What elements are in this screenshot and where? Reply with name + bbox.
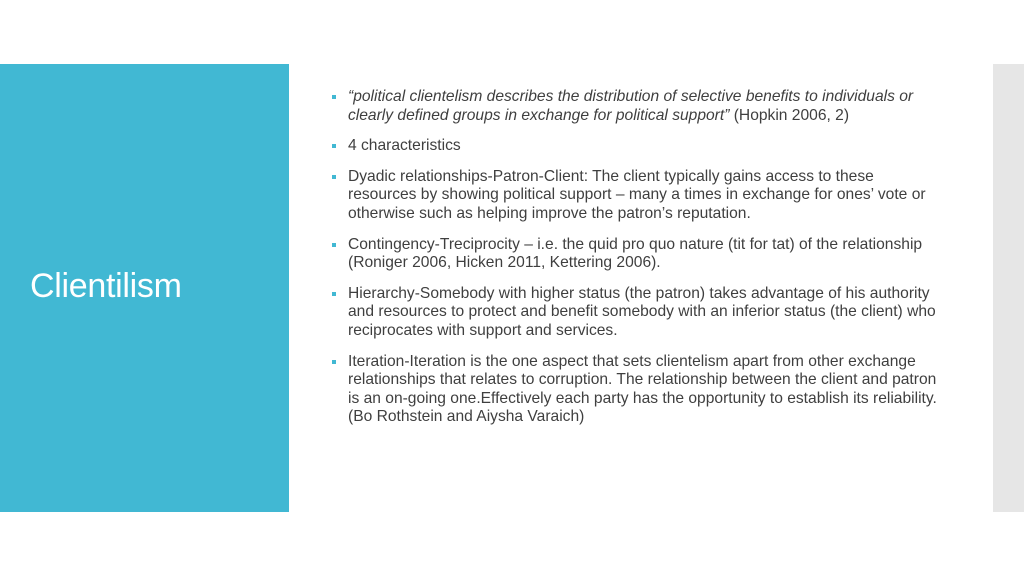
bullet-item-contingency	[330, 236, 940, 273]
bullet-list	[330, 88, 940, 427]
bullet-item-hierarchy	[330, 285, 940, 341]
bullet-marker-icon	[332, 95, 336, 99]
bullet-text: Iteration-Iteration is the one aspect that sets clientelism apart from other exchange relationships that relates to corruption. The relationship between the client and patron is an on-going one.Effectively each party has the opportunity to establish its reliability. (Bo Rothstein and Aiysha Varaich)	[348, 352, 937, 426]
bullet-marker-icon	[332, 292, 336, 296]
right-edge-strip	[993, 64, 1024, 512]
bullet-marker-icon	[332, 175, 336, 179]
bullet-marker-icon	[332, 144, 336, 148]
bullet-item-definition	[330, 88, 940, 125]
bullet-item-iteration	[330, 353, 940, 427]
bullet-item-dyadic	[330, 168, 940, 224]
bullet-marker-icon	[332, 360, 336, 364]
bullet-item-characteristics	[330, 137, 940, 156]
bullet-text: Contingency-Treciprocity – i.e. the quid pro quo nature (tit for tat) of the relationship (Roniger 2006, Hicken 2011, Kettering 2006).	[348, 235, 923, 272]
bullet-text: Dyadic relationships-Patron-Client: The client typically gains access to these resources by showing political support – many a times in exchange for ones’ vote or otherwise such as helping improve the patron’s reputation.	[348, 167, 926, 222]
slide-title: Clientilism	[30, 267, 182, 305]
bullet-marker-icon	[332, 243, 336, 247]
definition-citation: (Hopkin 2006, 2)	[729, 106, 850, 124]
bullet-text: Hierarchy-Somebody with higher status (the patron) takes advantage of his authority and resources to protect and benefit somebody with an inferior status (the client) who reciprocates with support and services.	[348, 284, 936, 339]
definition-quote: “political clientelism describes the distribution of selective benefits to individuals or clearly defined groups in exchange for political support”	[348, 88, 914, 124]
bullet-text: 4 characteristics	[348, 137, 461, 155]
content-area	[330, 88, 940, 439]
